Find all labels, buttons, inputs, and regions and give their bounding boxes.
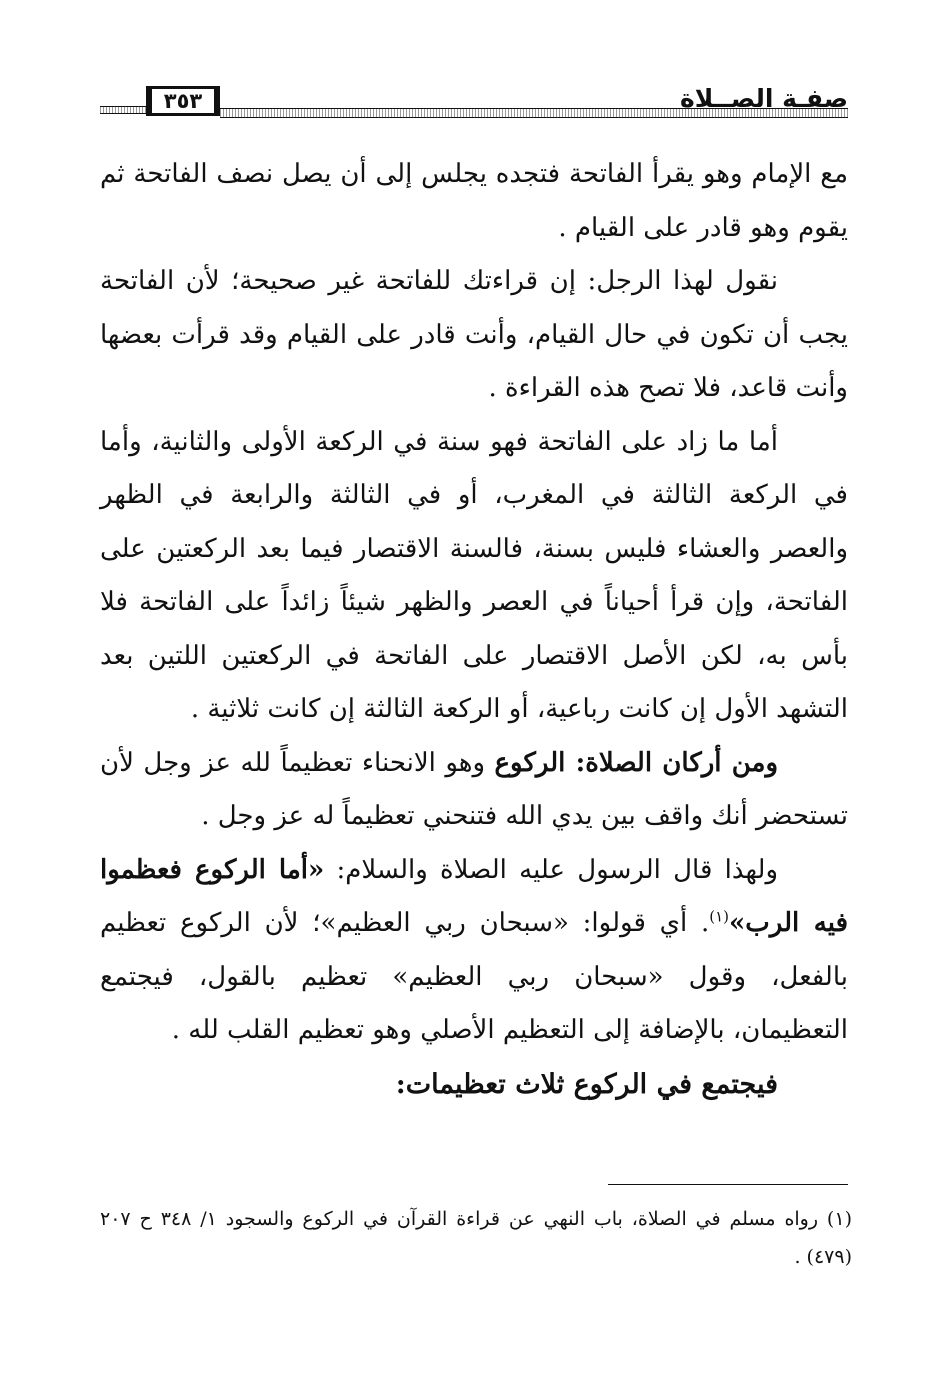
paragraph-5 (100, 844, 848, 1058)
paragraph-4 (100, 737, 848, 844)
paragraph-3: أما ما زاد على الفاتحة فهو سنة في الركعة الأولى والثانية، وأما في الركعة الثالثة في المغرب، أو في الثالثة والرابعة في الظهر والعصر والعشاء فليس بسنة، فالسنة الاقتصار فيما بعد الركعتين على الفاتحة، وإن قرأ أحياناً في العصر والظهر شيئاً زائداً على الفاتحة فلا بأس به، لكن الأصل الاقتصار على الفاتحة في الركعتين اللتين بعد التشهد الأول إن كانت رباعية، أو الركعة الثالثة إن كانت ثلاثية . (100, 426, 849, 724)
main-text (100, 148, 848, 1111)
footnote-reference[interactable]: (١) (709, 907, 730, 926)
header-ornament-rule-left (100, 106, 146, 114)
paragraph-4-text: وهو الانحناء تعظيماً لله عز وجل لأن تستحضر أنك واقف بين يدي الله فتنحني تعظيماً له عز وجل . (100, 747, 848, 831)
hadith-quote: «أما الركوع فعظموا فيه الرب» (100, 854, 848, 938)
paragraph-5-intro: ولهذا قال الرسول عليه الصلاة والسلام: (324, 854, 778, 885)
paragraph-2: نقول لهذا الرجل: إن قراءتك للفاتحة غير صحيحة؛ لأن الفاتحة يجب أن تكون في حال القيام، وأنت قادر على القيام وقد قرأت بعضها وأنت قاعد، فلا تصح هذه القراءة . (100, 266, 848, 403)
paragraph-5-text: . أي قولوا: «سبحان ربي العظيم»؛ لأن الركوع تعظيم بالفعل، وقول «سبحان ربي العظيم» تعظيم بالقول، فيجتمع التعظيمان، بالإضافة إلى التعظيم الأصلي وهو تعظيم القلب لله . (100, 908, 848, 1045)
running-title: صفـة الصــلاة (680, 84, 848, 113)
page-number-box (146, 86, 220, 116)
footnote-1: (١) رواه مسلم في الصلاة، باب النهي عن قراءة القرآن في الركوع والسجود ١/ ٣٤٨ ح ٢٠٧ (٤٧٩) . (100, 1208, 852, 1268)
paragraph-1: مع الإمام وهو يقرأ الفاتحة فتجده يجلس إلى أن يصل نصف الفاتحة ثم يقوم وهو قادر على القيام . (100, 159, 848, 243)
footnotes (100, 1200, 852, 1276)
footnote-divider (608, 1184, 848, 1185)
page-number: ٣٥٣ (163, 89, 203, 113)
page-header (100, 84, 848, 130)
section-heading: فيجتمع في الركوع ثلاث تعظيمات: (395, 1068, 778, 1100)
pillar-heading: ومن أركان الصلاة: الركوع (494, 747, 779, 778)
